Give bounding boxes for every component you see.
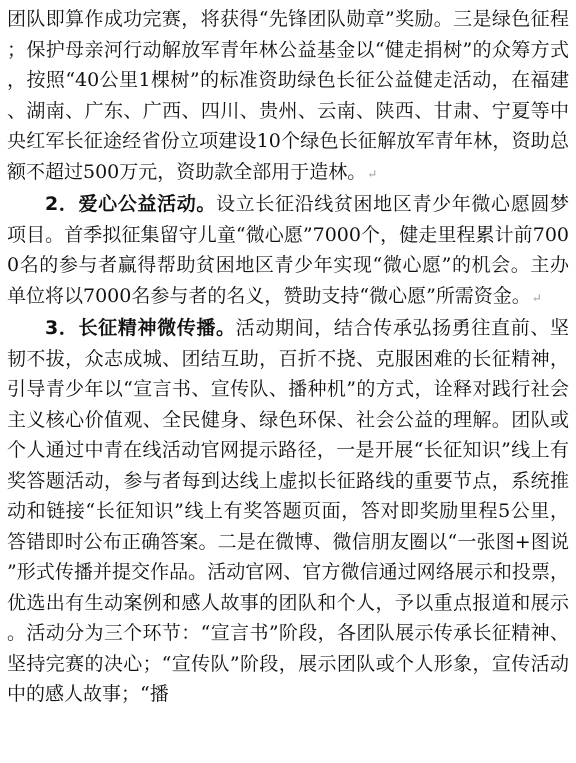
paragraph-text: 活动期间，结合传承弘扬勇往直前、坚韧不拔，众志成城、团结互助，百折不挠、克服困难的长征精神，引导青少年以“宣言书、宣传队、播种机”的方式，诠释对践行社会主义核心价值观、全民健身、绿色环保、社会公益的理解。团队或个人通过中青在线活动官网提示路径，一是开展“长征知识”线上有奖答题活动，参与者每到达线上虚拟长征路线的重要节点，系统推动和链接“长征知识”线上有奖答题页面，答对即奖励里程5公里，答错即时公布正确答案。二是在微博、微信朋友圈以“一张图+图说”形式传播并提交作品。活动官网、官方微信通过网络展示和投票，优选出有生动案例和感人故事的团队和个人，予以重点报道和展示。活动分为三个环节：“宣言书”阶段，各团队展示传承长征精神、坚持完赛的决心；“宣传队”阶段，展示团队或个人形象，宣传活动中的感人故事；“播 [7,317,569,705]
section-heading-spirit: 3．长征精神微传播。 [45,317,236,339]
paragraph-text: 设立长征沿线贫困地区青少年微心愿圆梦项目。首季拟征集留守儿童“微心愿”7000个，健走里程累计前7000名的参与者赢得帮助贫困地区青少年实现“微心愿”的机会。主办单位将以7000名参与者的名义，赞助支持“微心愿”所需资金。 [7,193,569,307]
paragraph-charity [7,189,569,313]
paragraph-text: 团队即算作成功完赛，将获得“先锋团队勋章”奖励。三是绿色征程；保护母亲河行动解放军青年林公益基金以“健走捐树”的众筹方式，按照“40公里1棵树”的标准资助绿色长征公益健走活动，在福建、湖南、广东、广西、四川、贵州、云南、陕西、甘肃、宁夏等中央红军长征途经省份立项建设10个绿色长征解放军青年林，资助总额不超过500万元，资助款全部用于造林。 [7,8,569,183]
document-body [7,4,569,710]
section-heading-charity: 2．爱心公益活动。 [45,193,217,215]
paragraph-mark-icon: ↵ [531,290,542,305]
paragraph-green-journey [7,4,569,189]
paragraph-spirit-spread [7,313,569,710]
paragraph-mark-icon: ↵ [367,166,378,181]
